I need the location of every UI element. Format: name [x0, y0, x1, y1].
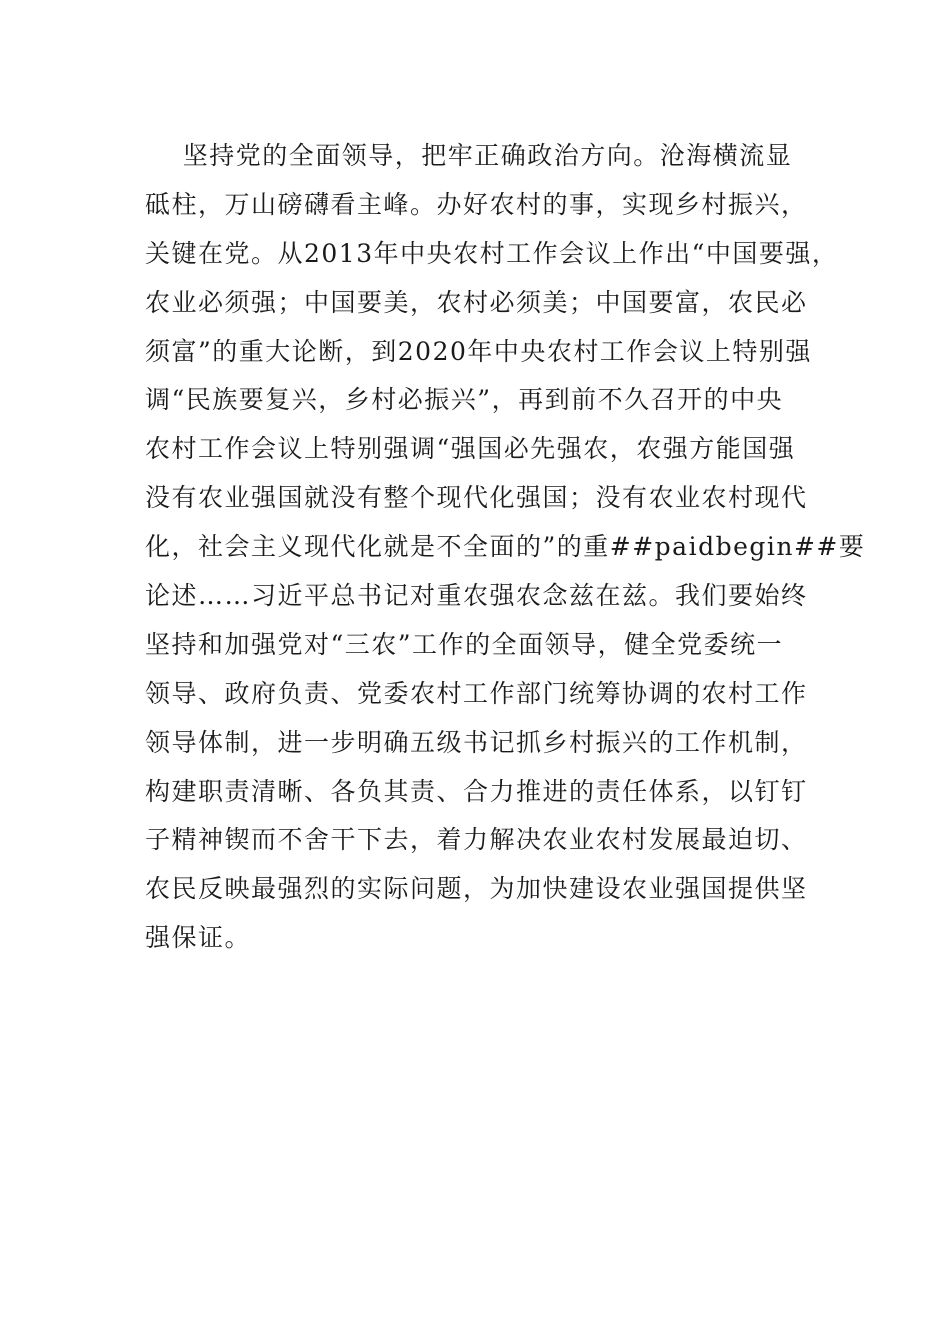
text-line: 农业必须强；中国要美，农村必须美；中国要富，农民必 — [145, 287, 808, 317]
text-line: 强保证。 — [145, 923, 252, 953]
text-line: 构建职责清晰、各负其责、合力推进的责任体系，以钉钉 — [145, 776, 808, 806]
text-line: 农民反映最强烈的实际问题，为加快建设农业强国提供坚 — [145, 874, 808, 904]
text-line: 坚持和加强党对“三农”工作的全面领导，健全党委统一 — [145, 629, 784, 659]
body-paragraph — [145, 132, 866, 963]
text-line: 关键在党。从2013年中央农村工作会议上作出“中国要强， — [145, 238, 839, 268]
text-line: 化，社会主义现代化就是不全面的”的重##paidbegin##要 — [145, 532, 866, 562]
text-line: 须富”的重大论断，到2020年中央农村工作会议上特别强 — [145, 336, 812, 366]
text-line: 没有农业强国就没有整个现代化强国；没有农业农村现代 — [145, 483, 808, 513]
text-line: 论述……习近平总书记对重农强农念兹在兹。我们要始终 — [145, 581, 808, 611]
text-line: 砥柱，万山磅礴看主峰。办好农村的事，实现乡村振兴， — [145, 189, 808, 219]
text-line: 领导体制，进一步明确五级书记抓乡村振兴的工作机制， — [145, 727, 808, 757]
text-line: 子精神锲而不舍干下去，着力解决农业农村发展最迫切、 — [145, 825, 808, 855]
text-line: 坚持党的全面领导，把牢正确政治方向。沧海横流显 — [145, 141, 793, 170]
text-line: 调“民族要复兴，乡村必振兴”，再到前不久召开的中央 — [145, 385, 784, 415]
text-line: 领导、政府负责、党委农村工作部门统筹协调的农村工作 — [145, 678, 808, 708]
text-line: 农村工作会议上特别强调“强国必先强农，农强方能国强 — [145, 434, 796, 464]
